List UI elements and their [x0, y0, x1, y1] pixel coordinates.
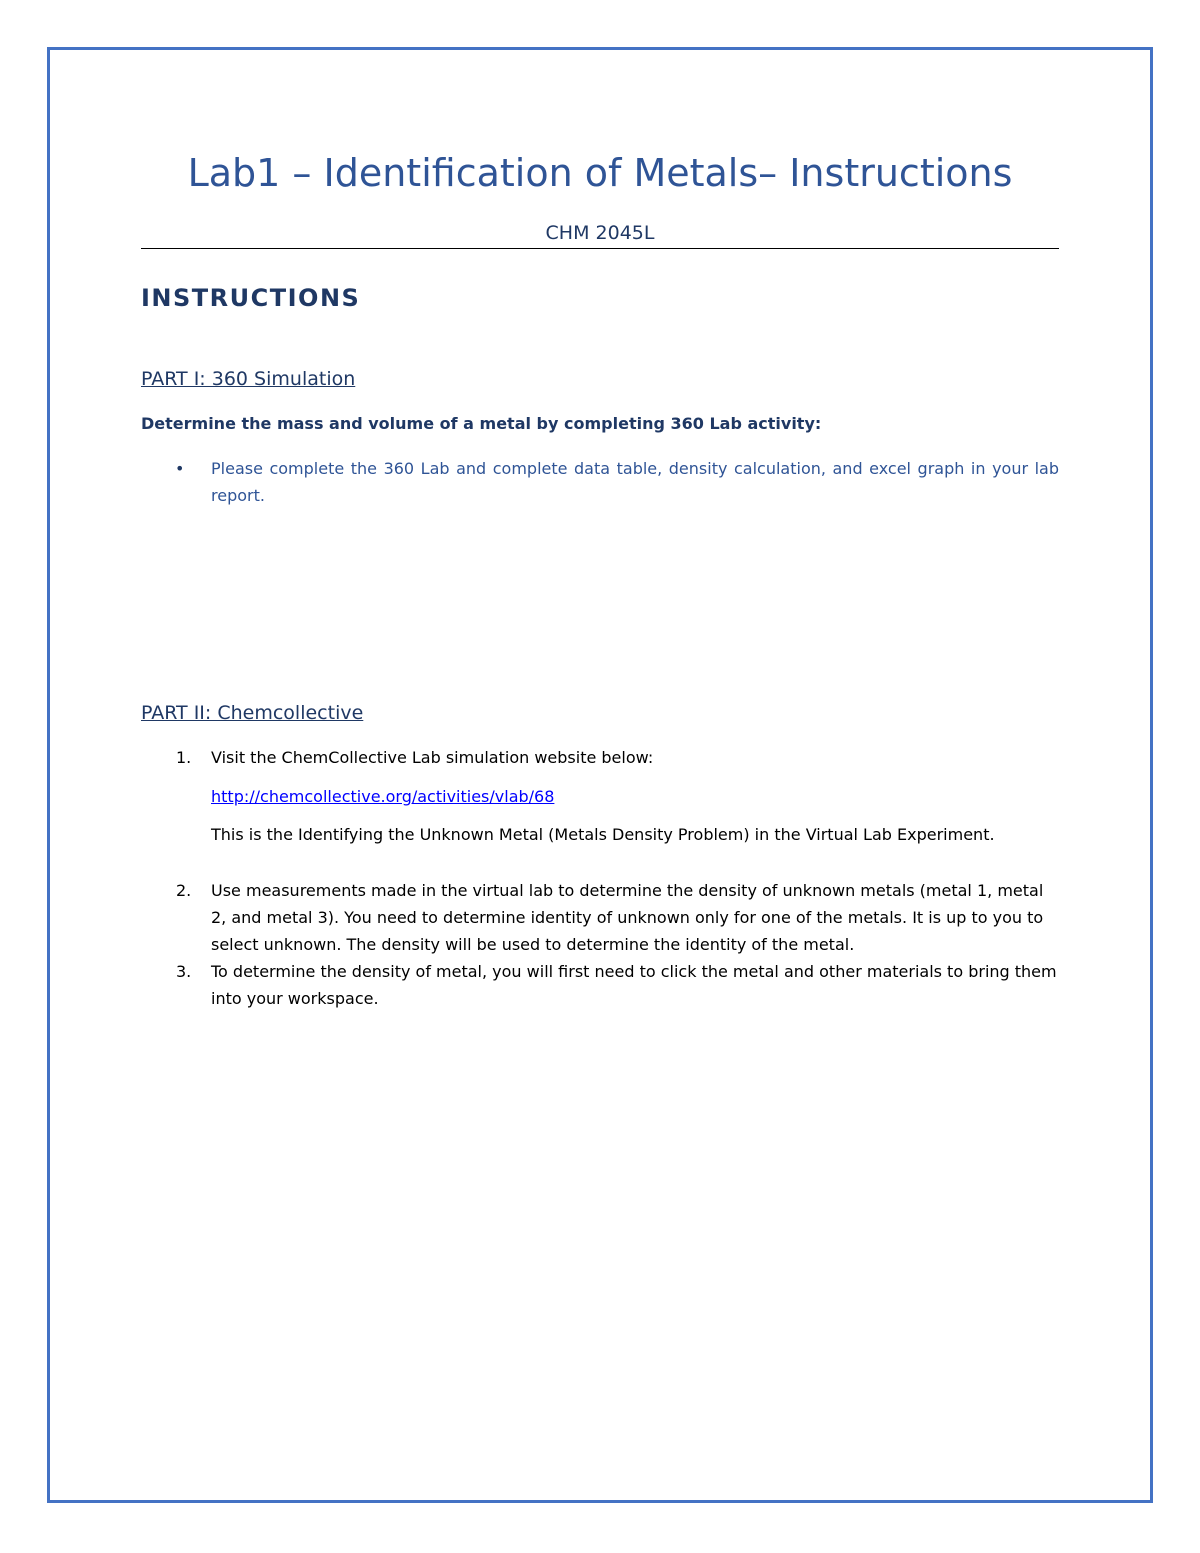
title-divider — [141, 248, 1059, 249]
list-item — [141, 877, 1059, 958]
list-number: 1. — [176, 748, 192, 767]
part-2-numbered-list — [141, 744, 1059, 1012]
list-item — [141, 958, 1059, 1012]
bullet-text: Please complete the 360 Lab and complete data table, density calculation, and excel graph in your lab report. — [211, 459, 1059, 505]
bullet-icon: • — [175, 459, 185, 478]
part-1-heading: PART I: 360 Simulation — [141, 368, 356, 390]
part-1-intro: Determine the mass and volume of a metal by completing 360 Lab activity: — [141, 414, 822, 433]
step-1-text: Visit the ChemCollective Lab simulation website below: — [211, 748, 654, 767]
step-2-text: Use measurements made in the virtual lab to determine the density of unknown metals (metal 1, metal 2, and metal 3). You need to determine identity of unknown only for one of the metals. It is up to you to select unknown. The density will be used to determine the identity of the metal. — [211, 881, 1044, 954]
part-1-bullet-list — [141, 455, 1059, 509]
course-code: CHM 2045L — [545, 222, 655, 244]
document-title: Lab1 – Identification of Metals– Instructions — [187, 151, 1013, 195]
instructions-heading: INSTRUCTIONS — [141, 284, 361, 312]
list-item — [141, 455, 1059, 509]
list-item — [141, 744, 1059, 848]
chemcollective-link[interactable]: http://chemcollective.org/activities/vlab/68 — [211, 787, 555, 806]
list-number: 3. — [176, 962, 192, 981]
step-3-text: To determine the density of metal, you will first need to click the metal and other materials to bring them into your workspace. — [211, 962, 1057, 1008]
step-1-note: This is the Identifying the Unknown Metal (Metals Density Problem) in the Virtual Lab Experiment. — [211, 825, 995, 844]
part-2-heading: PART II: Chemcollective — [141, 702, 364, 724]
list-number: 2. — [176, 881, 192, 900]
